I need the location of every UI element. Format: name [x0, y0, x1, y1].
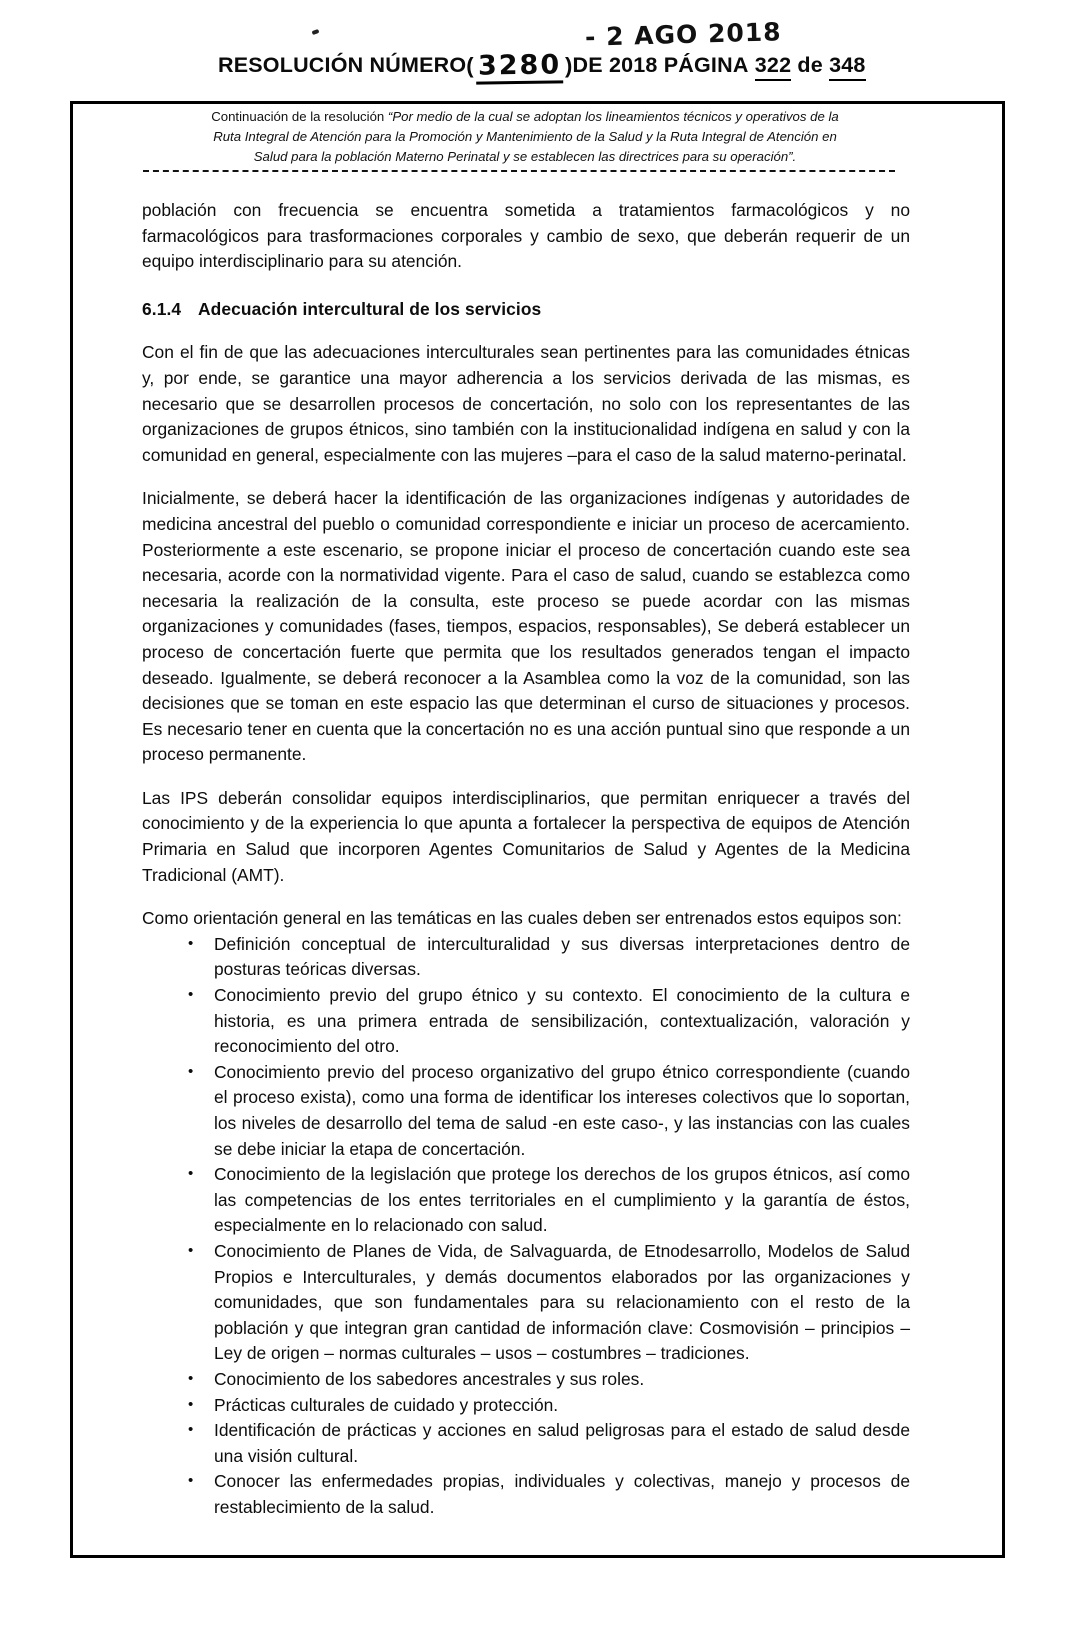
list-item: • Identificación de prácticas y acciones en salud peligrosas para el estado de salud desde una visión cultural. [142, 1418, 910, 1469]
resolution-label: RESOLUCIÓN NÚMERO [218, 53, 467, 77]
paragraph-3: Las IPS deberán consolidar equipos interdisciplinarios, que permitan enriquecer a través del conocimiento y de la experiencia lo que apunta a fortalecer la perspectiva de equipos de Atención Primaria en Salud que incorporen Agentes Comunitarios de Salud y Agentes de la Medicina Tradicional (AMT). [142, 787, 910, 885]
resolution-close-paren: ) [564, 53, 573, 78]
continuation-note [125, 107, 925, 167]
section-heading [142, 297, 910, 323]
paragraph-1: Con el fin de que las adecuaciones interculturales sean pertinentes para las comunidades étnicas y, por ende, se garantice una mayor adherencia a los servicios derivada de las mismas, es necesario que se desarrollen procesos de concertación, no solo con los representantes de las organizaciones de grupos étnicos, sino también con la institucionalidad indígena en salud y con la comunidad en general, especialmente con las mujeres –para el caso de la salud materno-perinatal. [142, 342, 910, 465]
page-total-number: 348 [829, 53, 865, 81]
document-body [142, 198, 910, 1521]
list-item: • Conocimiento de la legislación que protege los derechos de los grupos étnicos, así como las competencias de los entes territoriales en el cumplimiento y la garantía de éstos, especialmente en lo relacionado con salud. [142, 1162, 910, 1239]
header-separator-line [143, 170, 895, 172]
document-header [0, 0, 1080, 100]
page-of-word: de [797, 53, 823, 77]
resolution-de-page-label: DE 2018 PÁGINA [572, 53, 749, 77]
page-current-number: 322 [755, 53, 791, 81]
paragraph-2: Inicialmente, se deberá hacer la identificación de las organizaciones indígenas y autoridades de medicina ancestral del pueblo o comunidad correspondiente e iniciar un proceso de acercamiento. Posteriormente a este escenario, se propone iniciar el proceso de concertación cuando este sea necesaria, acorde con la normatividad vigente. Para el caso de salud, cuando se establezca como necesaria la realización de la consulta, este proceso se puede acordar con las mismas organizaciones y comunidades (fases, tiempos, espacios, responsables), Se deberá establecer un proceso de concertación fuerte que permita que los resultados generados tengan el impacto deseado. Igualmente, se deberá reconocer a la Asamblea como la voz de la comunidad, son las decisiones que se toman en este espacio las que determinan el curso de situaciones y procesos. Es necesario tener en cuenta que la concertación no es una acción puntual sino que responde a un proceso permanente. [142, 488, 910, 765]
continuation-quote-line-1: “Por medio de la cual se adoptan los lineamientos técnicos y operativos de la [387, 109, 839, 124]
list-item: • Conocimiento previo del proceso organizativo del grupo étnico correspondiente (cuando el proceso exista), como una forma de identificar los intereses colectivos que lo soportan, los niveles de desarrollo del tema de salud -en este caso-, y las instancias con las cuales se debe iniciar la etapa de concertación. [142, 1060, 910, 1162]
ink-tick-mark [312, 29, 320, 35]
list-item: • Conocimiento de los sabedores ancestrales y sus roles. [142, 1367, 910, 1393]
date-stamp: - 2 AGO 2018 [584, 17, 782, 52]
list-item: • Prácticas culturales de cuidado y protección. [142, 1393, 910, 1419]
continuation-quote-line-3: Salud para la población Materno Perinatal y se establecen las directrices para su operación”. [253, 149, 797, 164]
paragraph-4-bullets-intro: Como orientación general en las temáticas en las cuales deben ser entrenados estos equipos son: [142, 908, 902, 929]
list-item: • Conocimiento previo del grupo étnico y su contexto. El conocimiento de la cultura e historia, es una primera entrada de sensibilización, contextualización, valoración y reconocimiento del otro. [142, 983, 910, 1060]
paragraph-intro: población con frecuencia se encuentra sometida a tratamientos farmacológicos y no farmacológicos para trasformaciones corporales y cambio de sexo, que deberán requerir de un equipo interdisciplinario para su atención. [142, 200, 910, 272]
resolution-open-paren: ( [466, 53, 474, 78]
continuation-lead-text: Continuación de la resolución [211, 109, 388, 124]
list-item: • Definición conceptual de interculturalidad y sus diversas interpretaciones dentro de posturas teóricas diversas. [142, 932, 910, 983]
resolution-header-line [218, 48, 866, 82]
list-item: • Conocer las enfermedades propias, individuales y colectivas, manejo y procesos de restablecimiento de la salud. [142, 1469, 910, 1520]
section-number: 6.1.4 [142, 298, 182, 319]
resolution-number: 3280 [476, 49, 564, 84]
bullet-list [142, 932, 910, 1521]
continuation-quote-line-2: Ruta Integral de Atención para la Promoción y Mantenimiento de la Salud y la Ruta Integral de Atención en [213, 129, 837, 144]
list-item: • Conocimiento de Planes de Vida, de Salvaguarda, de Etnodesarrollo, Modelos de Salud Propios e Interculturales, y demás documentos elaborados por las organizaciones y comunidades, que son fundamentales para su relacionamiento con el resto de la población y que integran gran cantidad de información clave: Cosmovisión – principios – Ley de origen – normas culturales – usos – costumbres – tradiciones. [142, 1239, 910, 1367]
section-title: Adecuación intercultural de los servicios [198, 298, 542, 319]
